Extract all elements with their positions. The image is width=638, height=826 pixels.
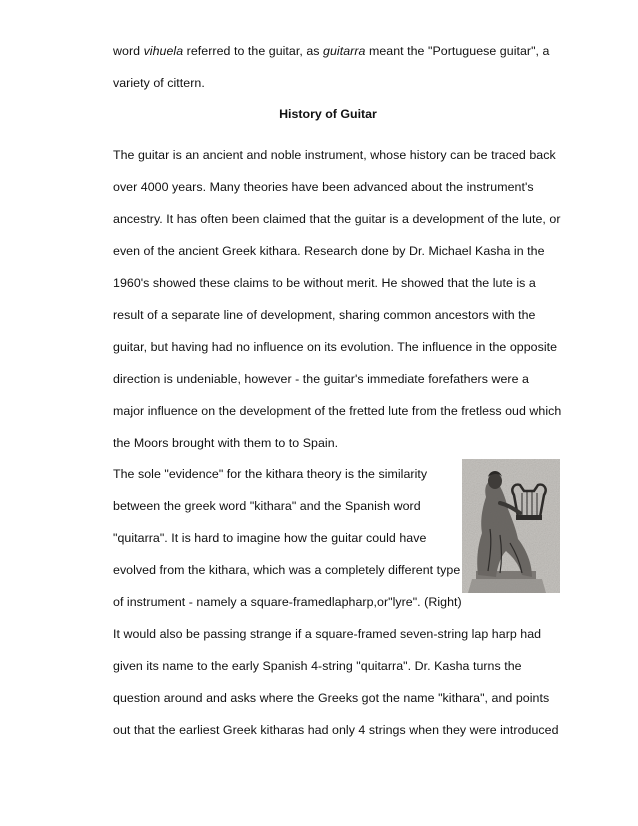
paragraph-line: direction is undeniable, however - the guitar's immediate forefathers were a bbox=[113, 372, 529, 386]
paragraph-line: given its name to the early Spanish 4-string "quitarra". Dr. Kasha turns the bbox=[113, 659, 522, 673]
paragraph-line: over 4000 years. Many theories have been advanced about the instrument's bbox=[113, 180, 534, 194]
paragraph-line: major influence on the development of the fretted lute from the fretless oud which bbox=[113, 404, 562, 418]
section-heading: History of Guitar bbox=[279, 107, 377, 121]
paragraph-line: guitar, but having had no influence on its evolution. The influence in the opposite bbox=[113, 340, 558, 354]
italic-guitarra: guitarra bbox=[323, 44, 366, 58]
italic-vihuela: vihuela bbox=[143, 44, 184, 58]
text-run: referred to the guitar, as bbox=[183, 44, 324, 58]
paragraph-line: of instrument - namely a square-framedlapharp,or"lyre". (Right) bbox=[113, 595, 462, 609]
lyre-relief-figure bbox=[462, 459, 560, 593]
text-run: word bbox=[113, 44, 144, 58]
intro-line-1 bbox=[113, 43, 549, 59]
paragraph-line: the Moors brought with them to to Spain. bbox=[113, 436, 339, 450]
paragraph-line: even of the ancient Greek kithara. Research done by Dr. Michael Kasha in the bbox=[113, 244, 545, 258]
paragraph-line: between the greek word "kithara" and the Spanish word bbox=[113, 499, 421, 513]
paragraph-line: out that the earliest Greek kitharas had only 4 strings when they were introduced bbox=[113, 723, 559, 737]
paragraph-line: result of a separate line of development, sharing common ancestors with the bbox=[113, 308, 536, 322]
paragraph-line: 1960's showed these claims to be without merit. He showed that the lute is a bbox=[113, 276, 536, 290]
paragraph-line: evolved from the kithara, which was a completely different type bbox=[113, 563, 461, 577]
paragraph-line: It would also be passing strange if a square-framed seven-string lap harp had bbox=[113, 627, 542, 641]
intro-line-2: variety of cittern. bbox=[113, 76, 205, 90]
paragraph-line: ancestry. It has often been claimed that the guitar is a development of the lute, or bbox=[113, 212, 561, 226]
text-run: meant the "Portuguese guitar", a bbox=[365, 44, 550, 58]
paragraph-line: "quitarra". It is hard to imagine how the guitar could have bbox=[113, 531, 427, 545]
paragraph-line: The guitar is an ancient and noble instrument, whose history can be traced back bbox=[113, 148, 556, 162]
paragraph-line: The sole "evidence" for the kithara theory is the similarity bbox=[113, 467, 428, 481]
paragraph-line: question around and asks where the Greeks got the name "kithara", and points bbox=[113, 691, 550, 705]
